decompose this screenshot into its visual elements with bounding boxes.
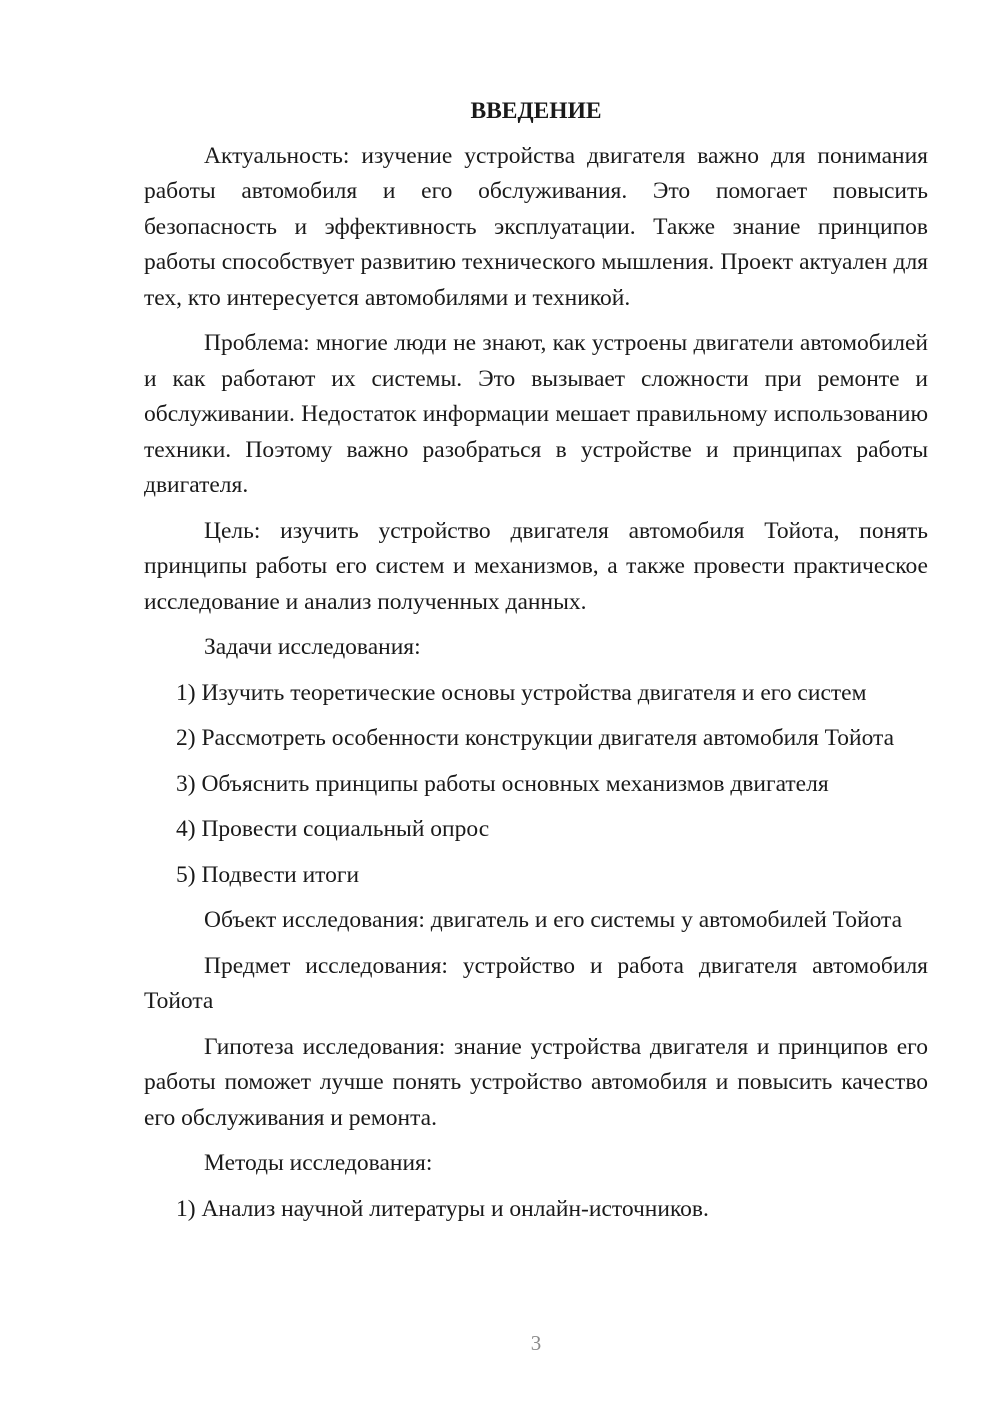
task-item-1: 1) Изучить теоретические основы устройства двигателя и его систем xyxy=(176,679,867,706)
hypothesis-paragraph: Гипотеза исследования: знание устройства двигателя и принципов его работы поможет лучше понять устройство автомобиля и повысить качество его обслуживания и ремонта. xyxy=(144,1033,928,1131)
tasks-heading: Задачи исследования: xyxy=(204,634,421,660)
task-item-3: 3) Объяснить принципы работы основных механизмов двигателя xyxy=(176,770,829,797)
problem-paragraph: Проблема: многие люди не знают, как устроены двигатели автомобилей и как работают их системы. Это вызывает сложности при ремонте и обслуживании. Недостаток информации мешает правильному использованию техники. Поэтому важно разобраться в устройстве и принципах работы двигателя. xyxy=(144,330,928,498)
object-paragraph: Объект исследования: двигатель и его системы у автомобилей Тойота xyxy=(204,907,903,933)
relevance-paragraph: Актуальность: изучение устройства двигателя важно для понимания работы автомобиля и его обслуживания. Это помогает повысить безопасность и эффективность эксплуатации. Также знание принципов работы способствует развитию технического мышления. Проект актуален для тех, кто интересуется автомобилями и техникой. xyxy=(144,142,928,311)
goal-paragraph: Цель: изучить устройство двигателя автомобиля Тойота, понять принципы работы его систем и механизмов, а также провести практическое исследование и анализ полученных данных. xyxy=(144,517,928,615)
methods-heading: Методы исследования: xyxy=(204,1150,433,1176)
task-item-4: 4) Провести социальный опрос xyxy=(176,816,490,842)
task-item-2: 2) Рассмотреть особенности конструкции двигателя автомобиля Тойота xyxy=(176,725,895,751)
method-item-1: 1) Анализ научной литературы и онлайн-источников. xyxy=(176,1195,709,1222)
subject-paragraph: Предмет исследования: устройство и работа двигателя автомобиля Тойота xyxy=(144,952,928,1014)
page-body xyxy=(144,94,928,1237)
task-item-5: 5) Подвести итоги xyxy=(176,861,360,888)
page-number: 3 xyxy=(530,1331,542,1355)
section-heading: ВВЕДЕНИЕ xyxy=(470,98,602,124)
